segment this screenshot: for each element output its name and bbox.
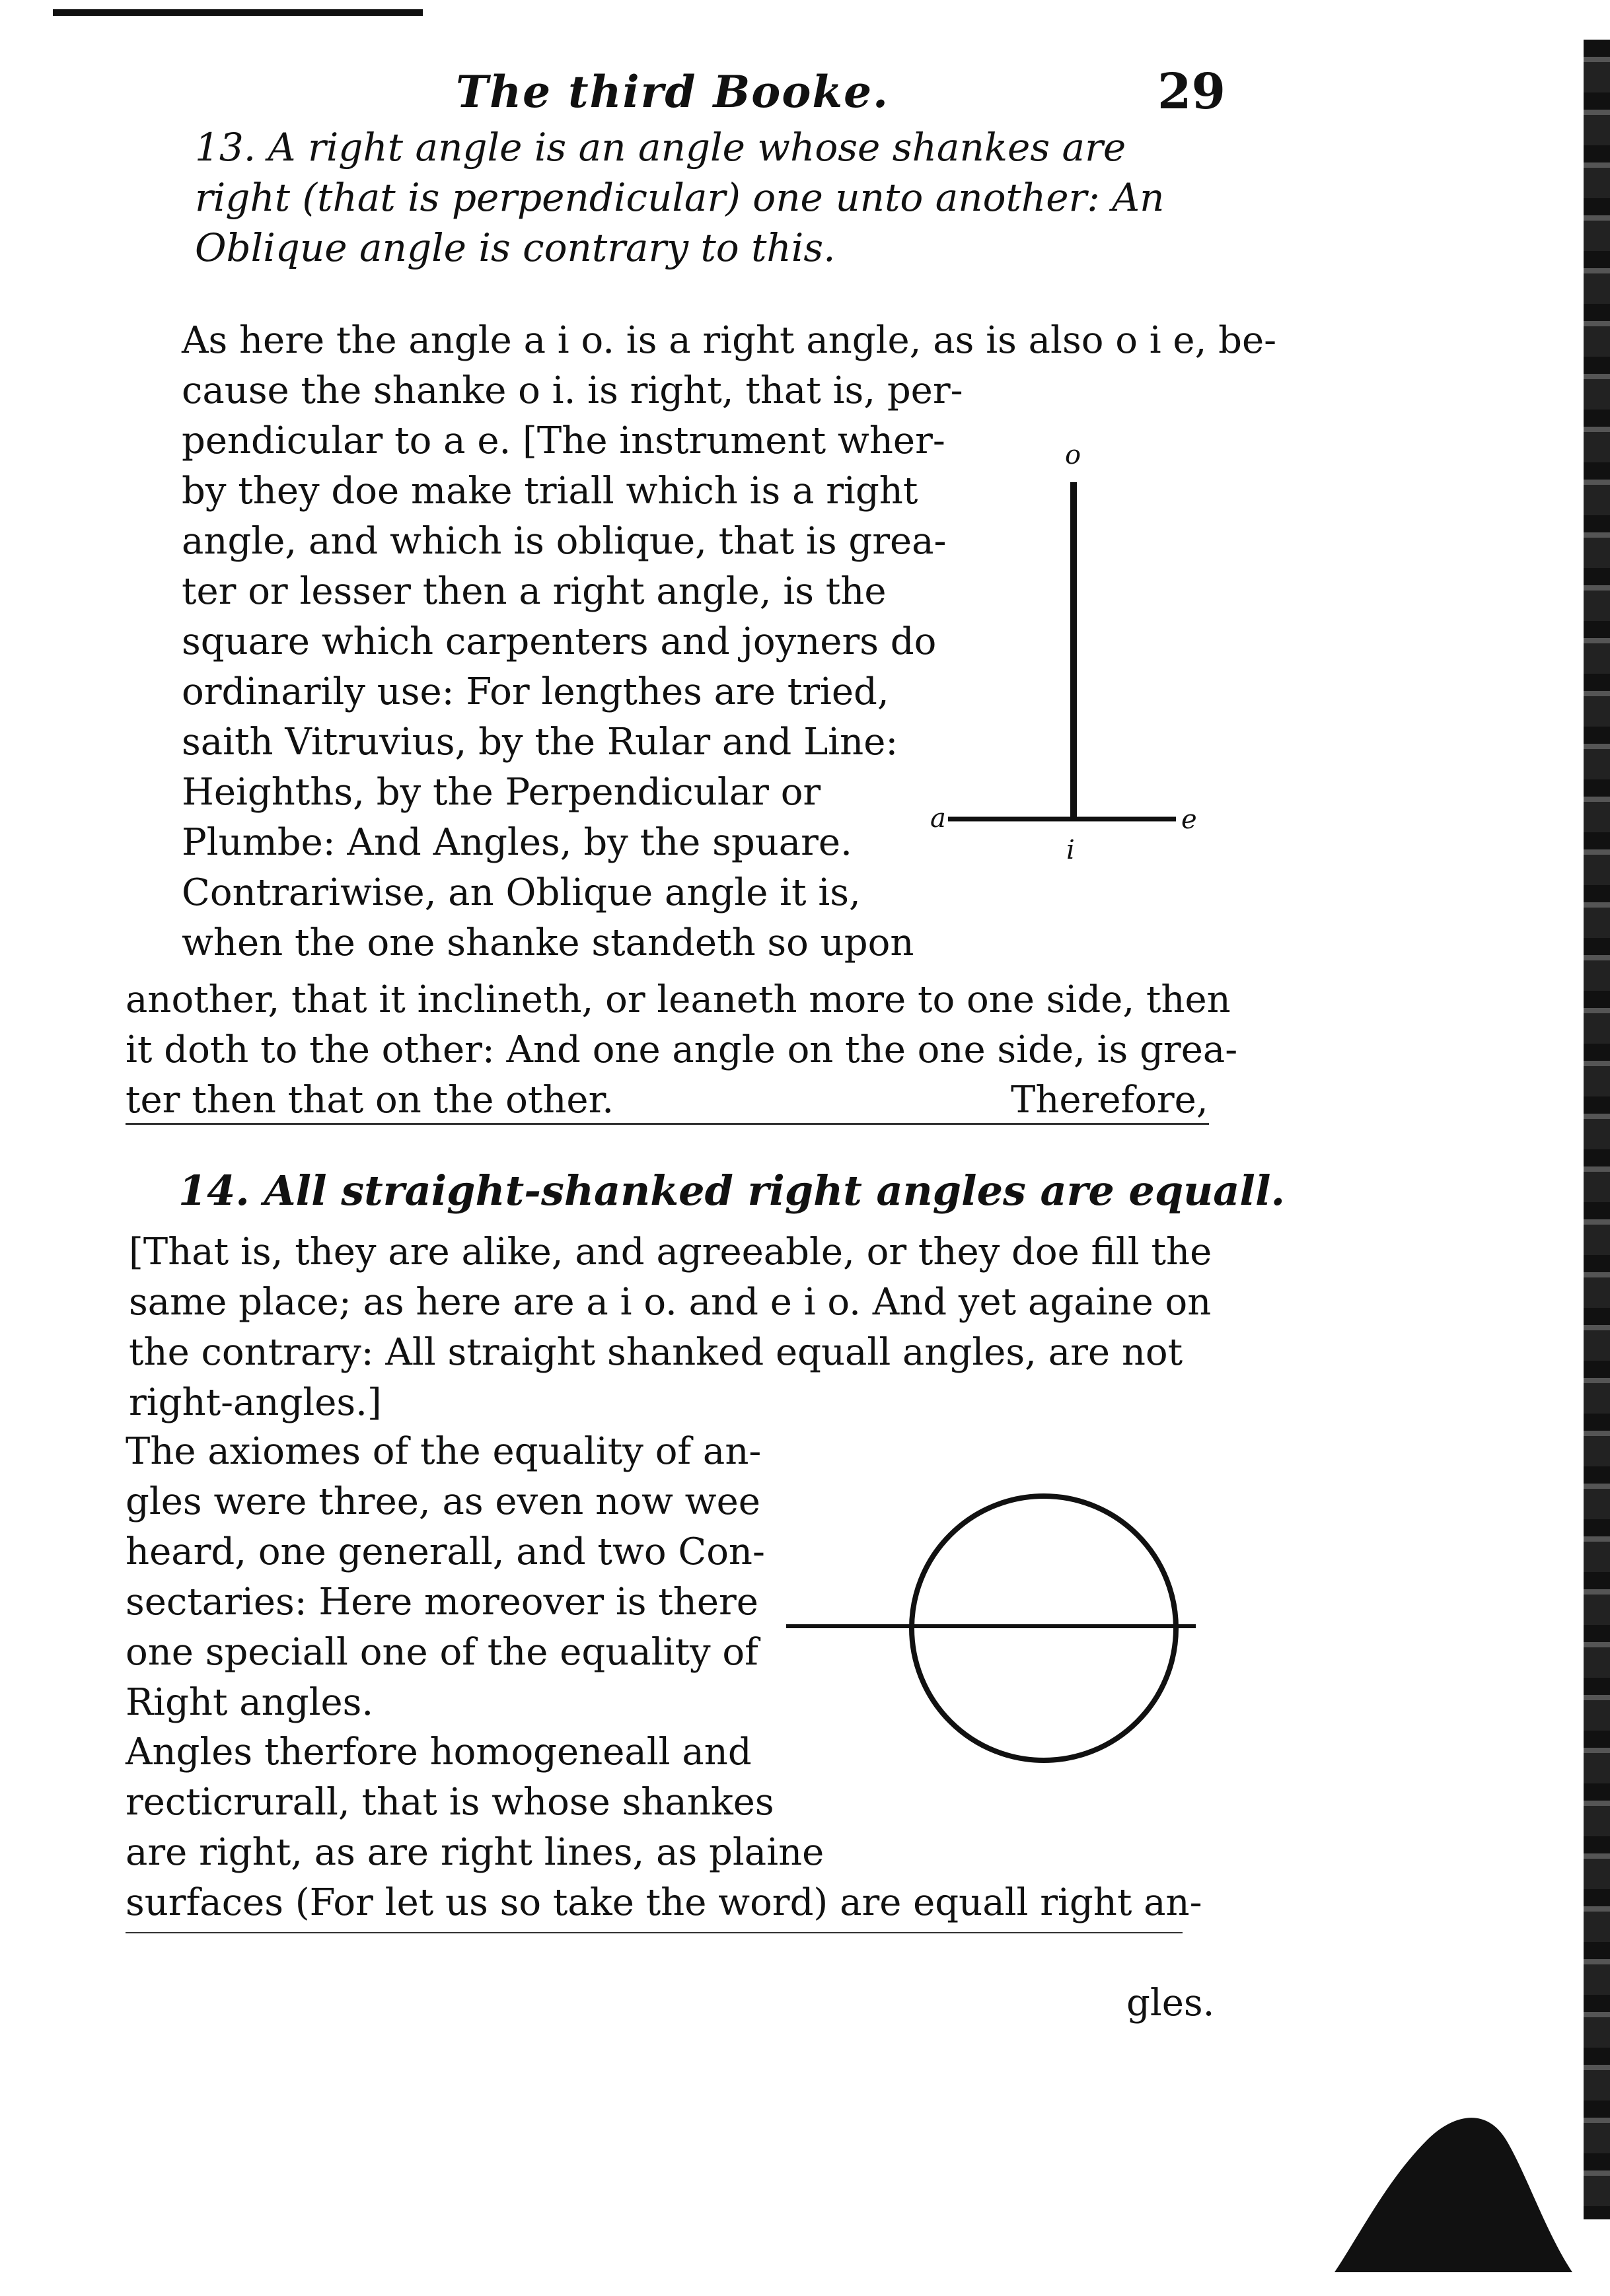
paragraph-homogeneall: [126, 1727, 1249, 1928]
text-line: Heighths, by the Perpendicular or: [182, 771, 821, 814]
label-o: o: [1065, 440, 1081, 470]
text-line-start: ter then that on the other.: [126, 1079, 614, 1122]
right-angle-figure: [925, 436, 1229, 898]
text-line: As here the angle a i o. is a right angle, as is also o i e, be-: [182, 319, 1277, 362]
label-e: e: [1181, 805, 1197, 835]
catchword: gles.: [1126, 1982, 1215, 2025]
text-line: [That is, they are alike, and agreeable, or they doe fill the: [129, 1231, 1212, 1274]
scan-binding-edge: [1584, 40, 1610, 2219]
text-line: saith Vitruvius, by the Rular and Line:: [182, 721, 898, 764]
paragraph-axiomes: [126, 1427, 819, 1728]
text-line: square which carpenters and joyners do: [182, 620, 937, 663]
text-line: are right, as are right lines, as plaine: [126, 1831, 824, 1874]
label-a: a: [930, 803, 946, 834]
section-divider: [126, 1123, 1209, 1125]
paragraph-oblique-angle: [126, 975, 1249, 1126]
text-line: Right angles.: [126, 1681, 374, 1724]
text-line: The axiomes of the equality of an-: [126, 1430, 762, 1473]
text-line: Plumbe: And Angles, by the spuare.: [182, 821, 852, 864]
text-line: 13. A right angle is an angle whose shankes are: [195, 125, 1126, 170]
label-i: i: [1066, 835, 1075, 865]
bottom-rule: [126, 1932, 1183, 1933]
text-line: pendicular to a e. [The instrument wher-: [182, 419, 945, 462]
top-rule: [53, 9, 423, 16]
text-line: right (that is perpendicular) one unto another: An: [195, 175, 1165, 220]
text-line: heard, one generall, and two Con-: [126, 1530, 765, 1573]
text-line: cause the shanke o i. is right, that is, per-: [182, 369, 963, 412]
therefore-catchword: Therefore,: [1011, 1079, 1208, 1122]
text-line: right-angles.]: [129, 1381, 382, 1424]
text-line: Angles therfore homogeneall and: [126, 1731, 752, 1774]
text-line: gles were three, as even now wee: [126, 1480, 760, 1523]
text-line: sectaries: Here moreover is there: [126, 1581, 758, 1624]
text-line: ordinarily use: For lengthes are tried,: [182, 670, 889, 713]
page-number: 29: [1157, 63, 1226, 120]
text-line: Oblique angle is contrary to this.: [195, 225, 836, 270]
text-line: it doth to the other: And one angle on the one side, is grea-: [126, 1028, 1238, 1071]
running-head: The third Booke.: [456, 66, 890, 118]
text-line: when the one shanke standeth so upon: [182, 921, 914, 964]
text-line: [126, 1075, 1249, 1126]
scan-shadow-blot: [1335, 2100, 1572, 2272]
text-line: Contrariwise, an Oblique angle it is,: [182, 871, 861, 914]
text-line: surfaces (For let us so take the word) are equall right an-: [126, 1881, 1202, 1924]
text-line: angle, and which is oblique, that is grea-: [182, 520, 947, 563]
section-14-heading: 14. All straight-shanked right angles are equall.: [178, 1166, 1286, 1215]
text-line: another, that it inclineth, or leaneth more to one side, then: [126, 978, 1231, 1021]
text-line: same place; as here are a i o. and e i o. And yet againe on: [129, 1281, 1212, 1324]
text-line: recticrurall, that is whose shankes: [126, 1781, 774, 1824]
section-13-definition: [195, 122, 1252, 273]
text-line: ter or lesser then a right angle, is the: [182, 570, 887, 613]
text-line: the contrary: All straight shanked equall angles, are not: [129, 1331, 1183, 1374]
text-line: by they doe make triall which is a right: [182, 470, 918, 513]
text-line: one speciall one of the equality of: [126, 1631, 758, 1674]
paragraph-equal-angles: [129, 1227, 1252, 1428]
